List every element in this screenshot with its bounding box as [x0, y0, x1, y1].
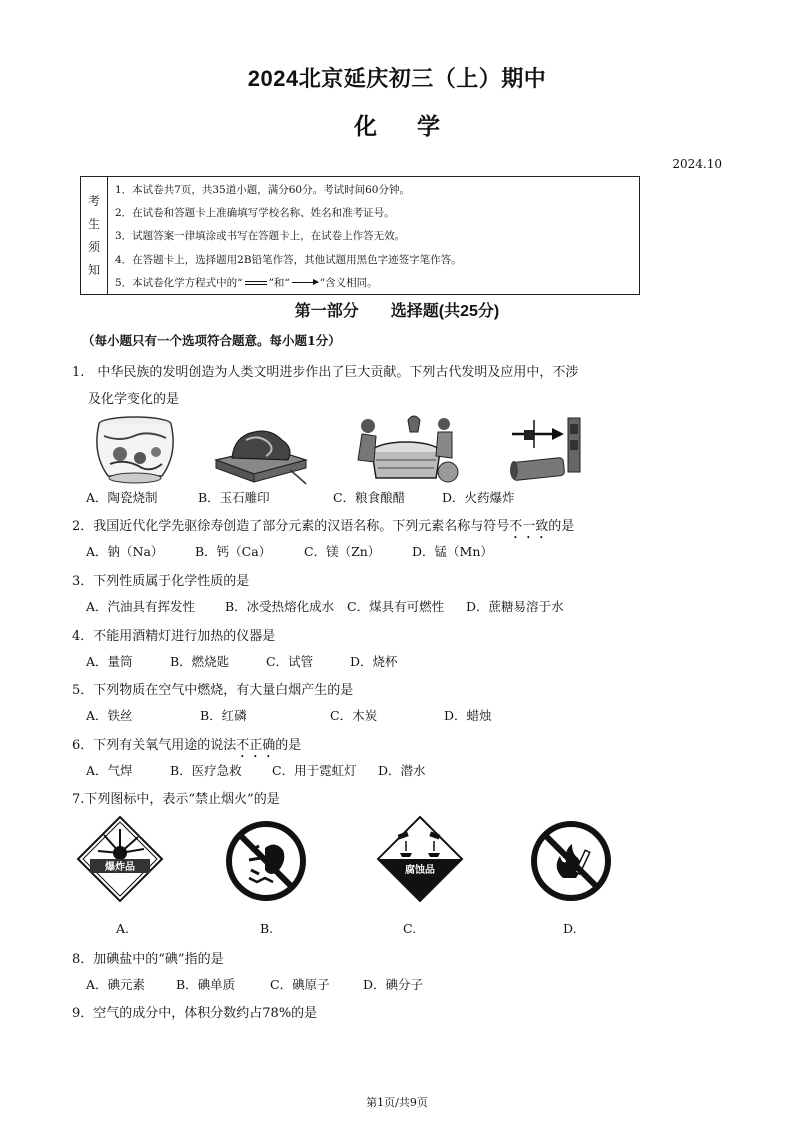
question-2-option: D．锰（Mn）: [412, 544, 493, 559]
question-1-option: A．陶瓷烧制: [86, 490, 158, 505]
question-6-option: A．气焊: [86, 763, 133, 778]
question-3-option: D．蔗糖易溶于水: [466, 599, 564, 614]
question-7-option: A.: [116, 921, 130, 936]
question-4-option: B．燃烧匙: [170, 654, 230, 669]
question-3-option: C．煤具有可燃性: [347, 599, 445, 614]
question-9-stem: 9．空气的成分中，体积分数约占78%的是: [72, 1006, 318, 1021]
corrosive-sign-icon: [376, 815, 464, 903]
notice-label-char: 须: [87, 239, 100, 254]
question-2-emphasis: 不一致: [509, 519, 549, 534]
jade-seal-image: [210, 418, 310, 486]
question-8-option: B．碘单质: [176, 977, 236, 992]
no-fire-sign-icon: [530, 820, 612, 902]
question-6-option: D．潜水: [378, 763, 426, 778]
notice-label-char: 知: [87, 262, 100, 277]
notice-item: 3．试题答案一律填涂或书写在答题卡上，在试卷上作答无效。: [115, 230, 406, 243]
question-1-stem-line2: 及化学变化的是: [88, 392, 180, 407]
arrow-right-icon: [292, 282, 318, 283]
question-1-option: B．玉石雕印: [198, 490, 270, 505]
sign-label: 腐蚀品: [405, 865, 435, 876]
question-4-stem: 4．不能用酒精灯进行加热的仪器是: [72, 629, 276, 644]
notice-label-char: 生: [87, 216, 100, 231]
porcelain-jar-image: [90, 414, 180, 486]
question-7-stem: 7.下列图标中，表示“禁止烟火”的是: [72, 792, 280, 807]
sign-label: 爆炸品: [105, 862, 135, 873]
question-4-option: C．试管: [266, 654, 314, 669]
page-title: 2024北京延庆初三（上）期中: [247, 66, 547, 91]
question-2-stem: [72, 515, 574, 542]
question-1-option: C．粮食酿醋: [333, 490, 406, 505]
notice-label: [81, 177, 108, 294]
question-5-option: B．红磷: [200, 708, 247, 723]
question-8-option: D．碘分子: [363, 977, 424, 992]
question-8-option: C．碘原子: [270, 977, 330, 992]
question-6-stem-part: 的是: [275, 738, 302, 753]
question-5-option: D．蜡烛: [444, 708, 492, 723]
notice-item: 1．本试卷共7页，共35道小题，满分60分。考试时间60分钟。: [115, 184, 410, 196]
notice-item5-part: 5．本试卷化学方程式中的“: [115, 276, 243, 289]
question-4-option: D．烧杯: [350, 654, 398, 669]
question-7-option: B.: [260, 921, 274, 936]
question-8-option: A．碘元素: [86, 977, 146, 992]
question-7-option: C.: [403, 921, 417, 936]
question-7-option: D.: [563, 921, 577, 936]
vinegar-brewing-image: [348, 410, 463, 486]
question-3-stem: 3．下列性质属于化学性质的是: [72, 574, 250, 589]
question-1-stem-line1: 1. 中华民族的发明创造为人类文明进步作出了巨大贡献。下列古代发明及应用中，不涉: [72, 365, 579, 380]
notice-item: 4．在答题卡上，选择题用2B铅笔作答，其他试题用黑色字迹签字笔作答。: [115, 253, 462, 266]
page-number: 第1页/共9页: [366, 1096, 428, 1109]
question-2-stem-part: 2．我国近代化学先驱徐寿创造了部分元素的汉语名称。下列元素名称与符号: [72, 519, 510, 534]
no-explosives-sign-icon: [225, 820, 307, 902]
notice-label-char: 考: [87, 193, 100, 208]
notice-item: [115, 272, 462, 295]
question-2-option: A．钠（Na）: [86, 544, 164, 559]
question-4-option: A．量筒: [86, 654, 133, 669]
question-5-option: C．木炭: [330, 708, 378, 723]
question-2-stem-part: 的是: [548, 519, 575, 534]
exam-date: 2024.10: [672, 157, 722, 171]
question-5-option: A．铁丝: [86, 708, 133, 723]
notice-item5-part: ”含义相同。: [319, 276, 378, 289]
question-2-option: C．镁（Zn）: [304, 544, 381, 559]
candidate-notice-box: [80, 176, 640, 295]
section-title: 第一部分 选择题(共25分): [294, 303, 500, 320]
question-3-option: A．汽油具有挥发性: [86, 599, 196, 614]
question-3-option: B．冰受热熔化成水: [225, 599, 335, 614]
question-6-stem-part: 6．下列有关氧气用途的说法: [72, 738, 237, 753]
question-1-option: D．火药爆炸: [442, 490, 515, 505]
section-instruction: （每小题只有一个选项符合题意。每小题1分）: [82, 333, 341, 348]
notice-item5-part: ”和“: [268, 276, 290, 289]
gunpowder-image: [508, 412, 588, 486]
notice-item: 2．在试卷和答题卡上准确填写学校名称、姓名和准考证号。: [115, 207, 395, 220]
question-6-option: C．用于霓虹灯: [272, 763, 357, 778]
question-2-option: B．钙（Ca）: [195, 544, 272, 559]
explosive-sign-icon: [76, 815, 164, 903]
question-6-option: B．医疗急救: [170, 763, 242, 778]
subject-title: 化学: [354, 113, 480, 140]
equal-sign-icon: [245, 281, 267, 285]
question-6-stem: [72, 734, 301, 761]
question-8-stem: 8．加碘盐中的“碘”指的是: [72, 952, 224, 967]
question-5-stem: 5．下列物质在空气中燃烧，有大量白烟产生的是: [72, 683, 354, 698]
question-6-emphasis: 不正确: [236, 738, 276, 753]
notice-list: [115, 179, 462, 295]
